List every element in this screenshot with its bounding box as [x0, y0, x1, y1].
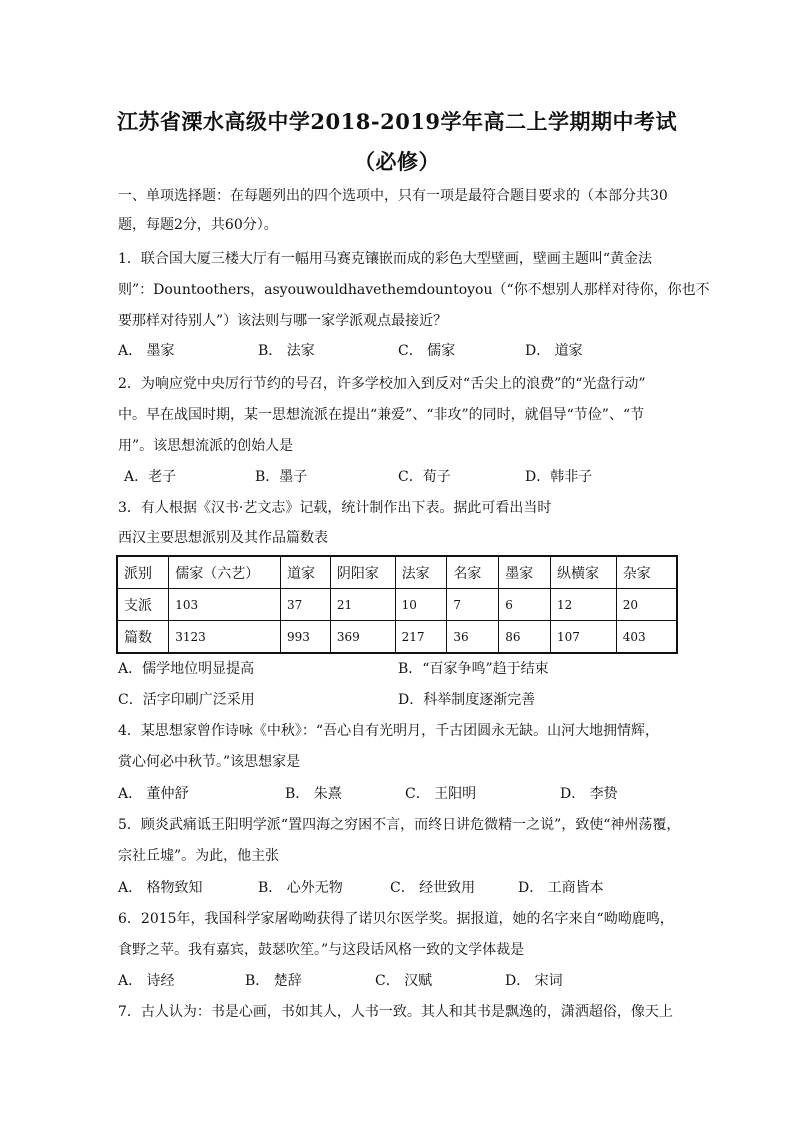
question-1-text: 1．联合国大厦三楼大厅有一幅用马赛克镶嵌而成的彩色大型壁画，壁画主题叫“黄金法 [118, 251, 653, 267]
question-2-option-c: C．荀子 [398, 469, 451, 485]
table-cell: 369 [330, 621, 395, 654]
table-header-cell: 法家 [395, 556, 447, 589]
question-4-text: 赏心何必中秋节。”该思想家是 [118, 754, 301, 770]
table-cell: 103 [169, 589, 281, 621]
table-cell: 7 [447, 589, 499, 621]
question-1-option-b: B． 法家 [258, 343, 315, 359]
section-instruction: 题，每题2分，共60分）。 [118, 217, 278, 233]
question-7-text: 7．古人认为：书是心画，书如其人，人书一致。其人和其书是飘逸的，潇洒超俗，像天上 [118, 1004, 673, 1020]
table-caption: 西汉主要思想派别及其作品篇数表 [118, 530, 328, 546]
question-6-text: 食野之苹。我有嘉宾，鼓瑟吹笙。”与这段话风格一致的文学体裁是 [118, 942, 525, 958]
table-cell: 10 [395, 589, 447, 621]
question-4-option-d: D． 李贽 [560, 786, 618, 802]
question-4-text: 4．某思想家曾作诗咏《中秋》：“吾心自有光明月，千古团圆永无缺。山河大地拥情辉， [118, 723, 660, 739]
table-cell: 6 [499, 589, 551, 621]
question-5-option-a: A． 格物致知 [118, 880, 203, 896]
table-cell: 217 [395, 621, 447, 654]
table-header-cell: 阴阳家 [330, 556, 395, 589]
table-header-row [117, 556, 677, 589]
table-header-cell: 派别 [117, 556, 169, 589]
question-6-text: 6．2015年，我国科学家屠呦呦获得了诺贝尔医学奖。据报道，她的名字来自“呦呦鹿鸣， [118, 911, 674, 927]
page-subtitle: （必修） [354, 149, 440, 174]
question-1-option-a: A． 墨家 [118, 343, 175, 359]
table-cell: 36 [447, 621, 499, 654]
table-row [117, 621, 677, 654]
question-3-option-b: B．“百家争鸣”趋于结束 [398, 661, 549, 677]
question-3-option-c: C．活字印刷广泛采用 [118, 692, 255, 708]
table-header-cell: 墨家 [499, 556, 551, 589]
question-4-option-a: A． 董仲舒 [118, 786, 189, 802]
table-cell: 21 [330, 589, 395, 621]
question-3-text: 3．有人根据《汉书·艺文志》记载，统计制作出下表。据此可看出当时 [118, 500, 552, 516]
section-instruction: 一、单项选择题：在每题列出的四个选项中，只有一项是最符合题目要求的（本部分共30 [118, 188, 668, 204]
question-5-text: 5．顾炎武痛诋王阳明学派“置四海之穷困不言，而终日讲危微精一之说”，致使“神州荡覆， [118, 817, 681, 833]
question-6-option-b: B． 楚辞 [245, 973, 302, 989]
question-2-option-d: D．韩非子 [525, 469, 593, 485]
question-5-option-d: D． 工商皆本 [518, 880, 604, 896]
question-3-option-d: D．科举制度逐渐完善 [398, 692, 536, 708]
table-cell: 993 [281, 621, 331, 654]
question-1-option-d: D． 道家 [525, 343, 583, 359]
question-1-option-c: C． 儒家 [398, 343, 456, 359]
table-header-cell: 纵横家 [550, 556, 616, 589]
table-header-cell: 儒家（六艺） [169, 556, 281, 589]
table-header-cell: 杂家 [616, 556, 677, 589]
question-2-option-a: A．老子 [124, 469, 177, 485]
question-6-option-c: C． 汉赋 [375, 973, 433, 989]
table-cell: 403 [616, 621, 677, 654]
question-4-option-c: C． 王阳明 [405, 786, 477, 802]
question-5-text: 宗社丘墟”。为此，他主张 [118, 848, 280, 864]
question-4-option-b: B． 朱熹 [285, 786, 342, 802]
page-title: 江苏省溧水高级中学2018-2019学年高二上学期期中考试 [116, 109, 678, 134]
question-6-option-d: D． 宋词 [505, 973, 563, 989]
question-5-option-b: B． 心外无物 [258, 880, 343, 896]
school-thought-table [116, 555, 678, 654]
question-2-option-b: B．墨子 [255, 469, 308, 485]
table-header-cell: 名家 [447, 556, 499, 589]
table-cell: 86 [499, 621, 551, 654]
question-2-text: 2．为响应党中央厉行节约的号召，许多学校加入到反对“舌尖上的浪费”的“光盘行动” [118, 376, 646, 392]
question-3-option-a: A．儒学地位明显提高 [118, 661, 255, 677]
table-cell: 20 [616, 589, 677, 621]
question-6-option-a: A． 诗经 [118, 973, 175, 989]
question-1-text: 则”：Dountoothers，asyouwouldhavethemdountoyou（“你不想别人那样对待你，你也不 [118, 282, 710, 298]
table-cell: 107 [550, 621, 616, 654]
table-cell: 37 [281, 589, 331, 621]
question-2-text: 中。早在战国时期，某一思想流派在提出“兼爱”、“非攻”的同时，就倡导“节俭”、“节 [118, 407, 645, 423]
table-header-cell: 道家 [281, 556, 331, 589]
question-5-option-c: C． 经世致用 [390, 880, 476, 896]
table-row-label: 支派 [117, 589, 169, 621]
table-cell: 3123 [169, 621, 281, 654]
question-1-text: 要那样对待别人”）该法则与哪一家学派观点最接近？ [118, 313, 448, 329]
table-cell: 12 [550, 589, 616, 621]
table-row [117, 589, 677, 621]
table-row-label: 篇数 [117, 621, 169, 654]
question-2-text: 用”。该思想流派的创始人是 [118, 438, 294, 454]
